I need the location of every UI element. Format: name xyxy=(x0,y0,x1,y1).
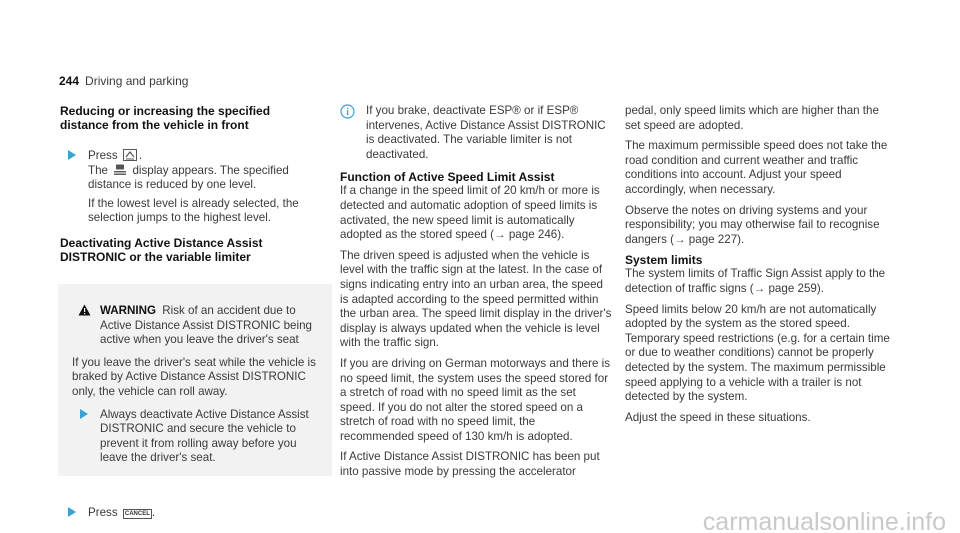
step-arrow-icon xyxy=(80,409,88,419)
paragraph: Adjust the speed in these situations. xyxy=(625,410,811,424)
heading-speed-limit-assist: Function of Active Speed Limit Assist xyxy=(340,170,555,185)
watermark-text: carmanualsonline.info xyxy=(702,508,946,533)
step-arrow-icon xyxy=(68,507,76,517)
page-header xyxy=(59,74,188,89)
paragraph: If you are driving on German motorways and there is no speed limit, the system uses the speed stored for a stretch of road with no speed limit as the set speed. If you do not alter the stored speed on a stretch of road with no speed limit, the recommended speed of 130 km/h is adopted. xyxy=(340,356,611,443)
vehicle-distance-icon xyxy=(113,164,127,176)
paragraph: The maximum permissible speed does not take the road condition and current weather and traffic conditions into account. Adjust your speed accordingly, when necessary. xyxy=(625,139,888,196)
paragraph: If a change in the speed limit of 20 km/h or more is detected and automatic adoption of speed limits is activated, the new speed limit is automatically adopted as the stored speed (→ page 246). xyxy=(340,184,600,242)
section-title: Driving and parking xyxy=(85,74,189,88)
paragraph: Observe the notes on driving systems and your responsibility; you may otherwise fail to recognise dangers (→ page 227). xyxy=(625,203,880,246)
paragraph: pedal, only speed limits which are higher than the set speed are adopted. xyxy=(625,104,879,132)
distance-button-icon xyxy=(123,149,137,161)
warning-body: If you leave the driver's seat while the vehicle is braked by Active Distance Assist DISTRONIC only, the vehicle can roll away. xyxy=(72,355,316,398)
warning-triangle-icon xyxy=(78,304,91,316)
step-press-cancel: Press CANCEL . xyxy=(60,506,332,521)
column-left xyxy=(60,104,332,525)
info-icon xyxy=(340,104,355,119)
warning-title: Risk of an accident due to Active Distance Assist DISTRONIC being active when you leave the driver's seat xyxy=(100,303,312,347)
step-note: If the lowest level is already selected, the selection jumps to the highest level. xyxy=(88,196,299,225)
step-arrow-icon xyxy=(68,150,76,160)
warning-step: Always deactivate Active Distance Assist DISTRONIC and secure the vehicle to prevent it from rolling away before you leave the driver's seat. xyxy=(72,408,318,466)
cancel-button-icon: CANCEL xyxy=(124,510,150,517)
heading-system-limits: System limits xyxy=(625,253,703,268)
paragraph: The driven speed is adjusted when the vehicle is level with the traffic sign at the latest. In the case of signs indicating entry into an urban area, the speed is adapted according to the speed permitted within the urban area. The speed limit display in the driver's display is always updated when the vehicle is level with the traffic sign. xyxy=(340,248,612,350)
paragraph: The system limits of Traffic Sign Assist apply to the detection of traffic signs (→ page 259). xyxy=(625,267,886,295)
step-press-distance: Press . The display appears. The specified distance is reduced by one level. If the lowest level is already selected, the selection jumps to the highest level. xyxy=(60,149,332,226)
warning-label: WARNING xyxy=(100,303,157,317)
warning-box xyxy=(58,284,332,476)
warning-header xyxy=(72,304,318,348)
heading-reduce-distance: Reducing or increasing the specified distance from the vehicle in front xyxy=(60,104,271,132)
page-number: 244 xyxy=(59,74,80,88)
column-middle xyxy=(340,104,612,486)
paragraph: If Active Distance Assist DISTRONIC has been put into passive mode by pressing the accelerator xyxy=(340,450,600,479)
heading-deactivate: Deactivating Active Distance Assist DISTRONIC or the variable limiter xyxy=(60,235,263,264)
column-right xyxy=(625,104,897,431)
paragraph: Speed limits below 20 km/h are not automatically adopted by the system as the stored speed. Temporary speed restrictions (e.g. for a certain time or due to weather conditions) cannot be properly detected by the system. The maximum permissible speed applying to a vehicle with a trailer is not detected by the system. xyxy=(625,302,890,404)
info-note: If you brake, deactivate ESP® or if ESP® intervenes, Active Distance Assist DISTRONIC is deactivated. The variable limiter is not deactivated. xyxy=(340,104,612,162)
